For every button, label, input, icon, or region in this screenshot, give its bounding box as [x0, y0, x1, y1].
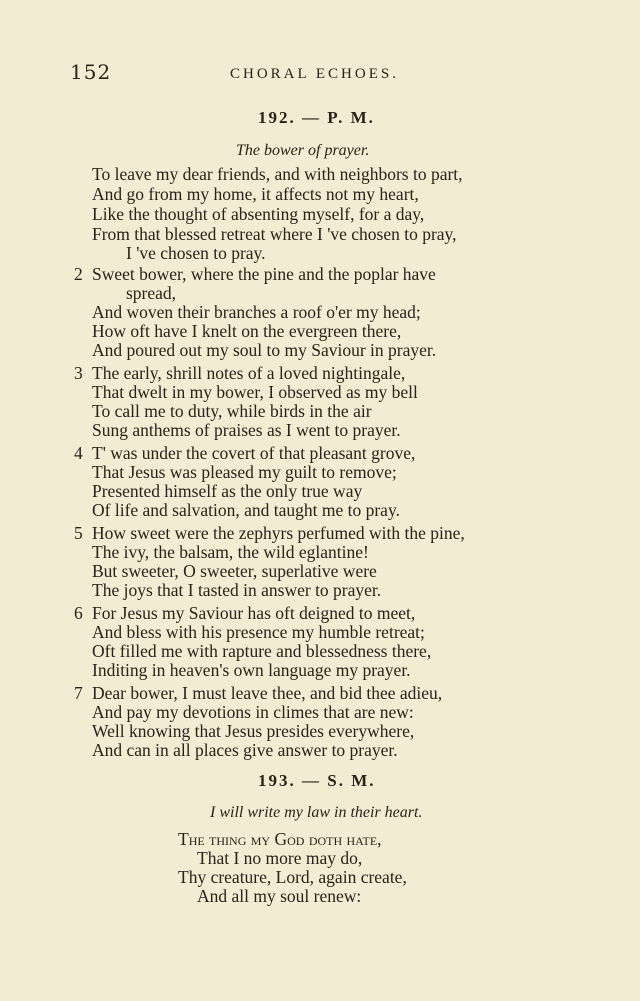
verse-line: Like the thought of absenting myself, for a day,: [92, 204, 425, 224]
hymn-title: I will write my law in their heart.: [210, 804, 423, 821]
verse-line: Sweet bower, where the pine and the poplar have: [92, 264, 436, 284]
verse-line: And pay my devotions in climes that are new:: [92, 702, 414, 722]
verse-line: And can in all places give answer to prayer.: [92, 740, 398, 760]
verse-number: 5: [74, 523, 83, 543]
verse-line: I 've chosen to pray.: [126, 243, 266, 263]
verse-line: And bless with his presence my humble retreat;: [92, 622, 425, 642]
verse-line: How oft have I knelt on the evergreen there,: [92, 321, 402, 341]
verse-line: Of life and salvation, and taught me to pray.: [92, 500, 400, 520]
verse-line: But sweeter, O sweeter, superlative were: [92, 561, 377, 581]
verse-number: 4: [74, 443, 83, 463]
verse-line: The thing my God doth hate,: [178, 829, 382, 849]
hymn-number: 192. — P. M.: [258, 108, 375, 127]
verse-line: The ivy, the balsam, the wild eglantine!: [92, 542, 369, 562]
verse-line: For Jesus my Saviour has oft deigned to meet,: [92, 603, 416, 623]
hymn-title: The bower of prayer.: [236, 142, 370, 159]
verse-line: That dwelt in my bower, I observed as my bell: [92, 382, 418, 402]
verse-line: Dear bower, I must leave thee, and bid thee adieu,: [92, 683, 443, 703]
verse-line: The early, shrill notes of a loved nightingale,: [92, 363, 406, 383]
verse-line: Oft filled me with rapture and blessedness there,: [92, 641, 432, 661]
verse-line: The joys that I tasted in answer to prayer.: [92, 580, 382, 600]
verse-line: Inditing in heaven's own language my prayer.: [92, 660, 411, 680]
verse-line: From that blessed retreat where I 've chosen to pray,: [92, 224, 457, 244]
verse-line: To call me to duty, while birds in the air: [92, 401, 372, 421]
verse-line: That I no more may do,: [197, 848, 363, 868]
running-title: CHORAL ECHOES.: [230, 66, 399, 82]
verse-line: Thy creature, Lord, again create,: [178, 867, 407, 887]
hymn-number: 193. — S. M.: [258, 771, 376, 790]
verse-number: 2: [74, 264, 83, 284]
verse-line: Presented himself as the only true way: [92, 481, 363, 501]
verse-number: 6: [74, 603, 83, 623]
verse-line: And poured out my soul to my Saviour in prayer.: [92, 340, 437, 360]
verse-line: And all my soul renew:: [197, 886, 362, 906]
verse-line: spread,: [126, 283, 177, 303]
verse-line: Sung anthems of praises as I went to prayer.: [92, 420, 401, 440]
verse-line: And woven their branches a roof o'er my head;: [92, 302, 421, 322]
page-number: 152: [70, 60, 112, 84]
verse-number: 7: [74, 683, 83, 703]
verse-line: And go from my home, it affects not my heart,: [92, 184, 419, 204]
verse-number: 3: [74, 363, 83, 383]
verse-line: To leave my dear friends, and with neighbors to part,: [92, 164, 463, 184]
verse-line: How sweet were the zephyrs perfumed with the pine,: [92, 523, 465, 543]
verse-line: That Jesus was pleased my guilt to remove;: [92, 462, 397, 482]
verse-line: T' was under the covert of that pleasant grove,: [92, 443, 416, 463]
verse-line: Well knowing that Jesus presides everywhere,: [92, 721, 415, 741]
